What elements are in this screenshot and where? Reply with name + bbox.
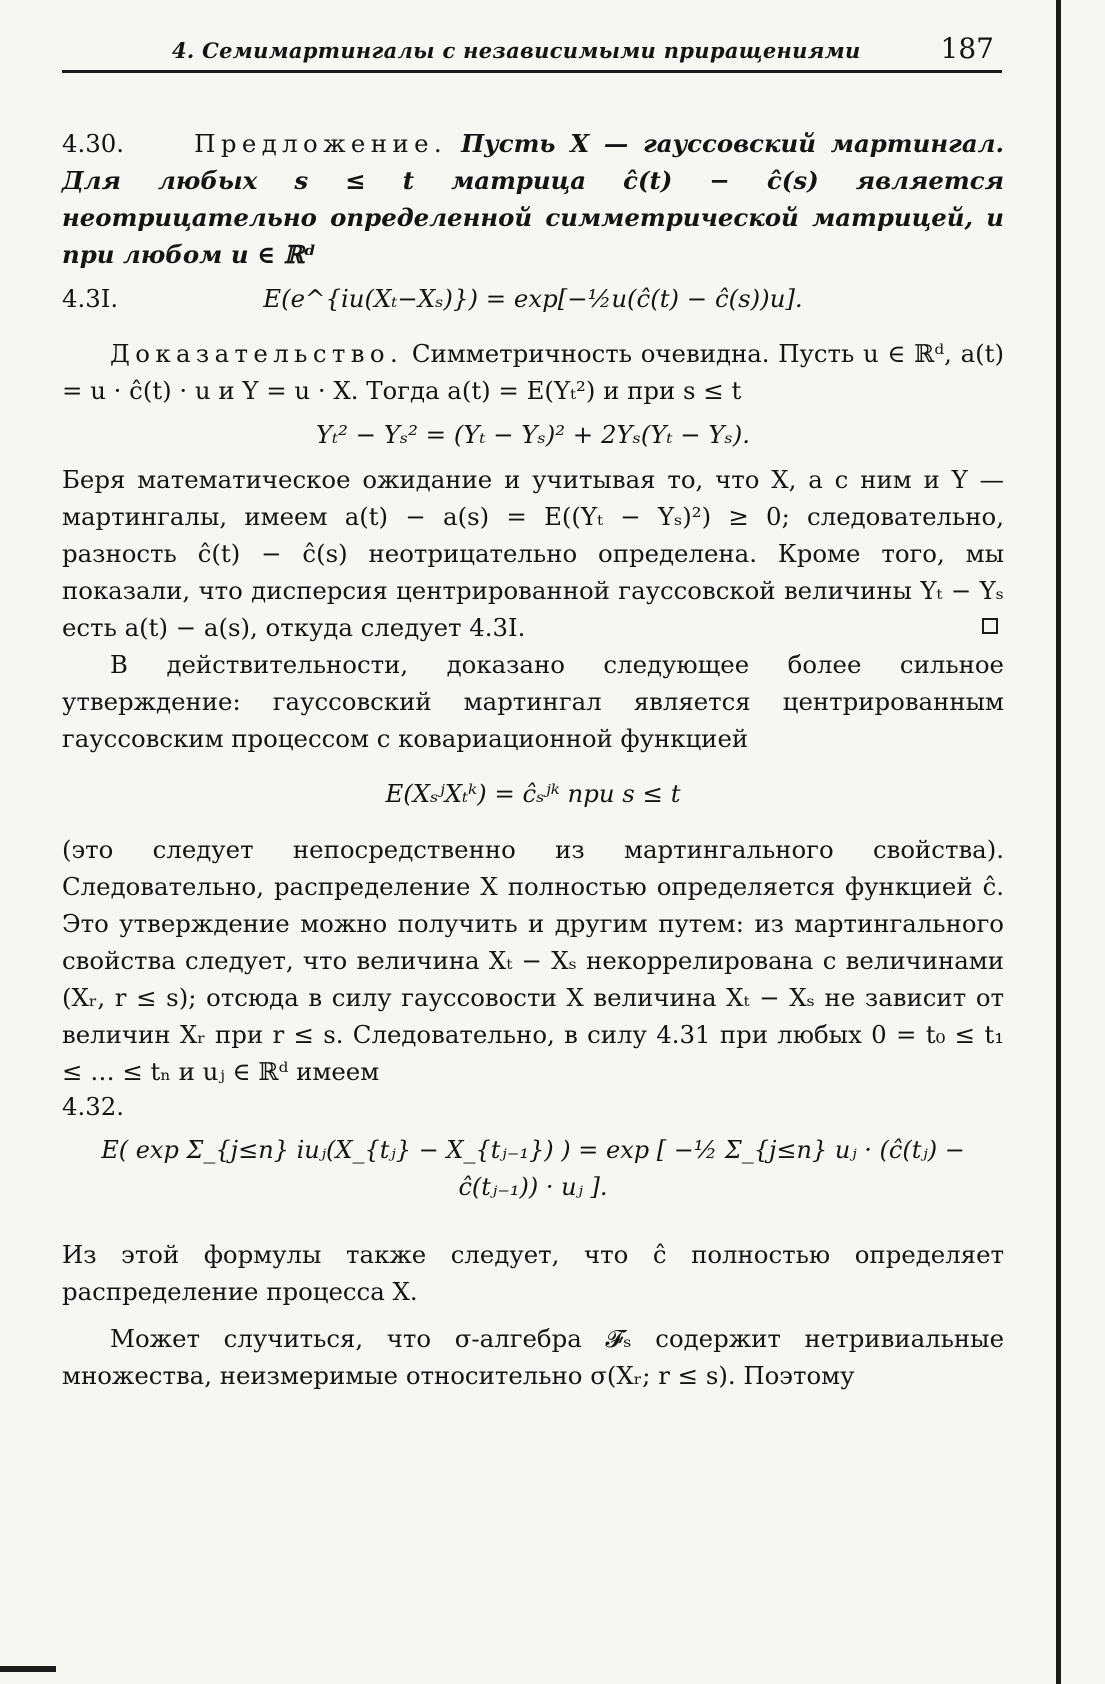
proposition-number: 4.30. bbox=[62, 129, 125, 158]
paragraph: Из этой формулы также следует, что ĉ полностью определяет распределение процесса X. bbox=[62, 1240, 1004, 1306]
page-header bbox=[62, 30, 1002, 70]
equation-432: E( exp Σ_{j≤n} iuⱼ(X_{tⱼ} − X_{tⱼ₋₁}) ) = exp [ −½ Σ_{j≤n} uⱼ · (ĉ(tⱼ) − ĉ(tⱼ₋₁)) · uⱼ ]. bbox=[101, 1136, 965, 1201]
paragraph-text: Беря математическое ожидание и учитывая то, что X, а с ним и Y — мартингалы, имеем a(t) − a(s) = E((Yₜ − Yₛ)²) ≥ 0; следовательно, разность ĉ(t) − ĉ(s) неотрицательно определена. Кроме того, мы показали, что дисперсия центрированной гауссовской величины Yₜ − Yₛ есть a(t) − a(s), откуда следует 4.3I. bbox=[62, 465, 1004, 642]
proof-text: Симметричность очевидна. Пусть u ∈ ℝᵈ, a(t) = u · ĉ(t) · u и Y = u · X. Тогда a(t) = E(Yₜ²) и при s ≤ t bbox=[62, 339, 1004, 405]
proposition-title: Предложение. bbox=[194, 129, 448, 158]
running-head: 4. Семимартингалы с независимыми приращениями bbox=[172, 38, 861, 63]
paragraph bbox=[62, 461, 1004, 646]
equation-formula: E(XₛʲXₜᵏ) = ĉₛʲᵏ при s ≤ t bbox=[385, 779, 681, 808]
equation-covariance bbox=[62, 757, 1004, 831]
proof-paragraph bbox=[62, 335, 1004, 409]
equation-label: 4.32. bbox=[62, 1092, 125, 1121]
equation-squares bbox=[62, 409, 1004, 461]
page-body bbox=[62, 125, 1004, 1394]
proposition-text: Пусть X — гауссовский мартингал. Для любых s ≤ t матрица ĉ(t) − ĉ(s) является неотрицательно определенной симметрической матрицей, и при любом u ∈ ℝᵈ bbox=[62, 129, 1004, 269]
header-rule bbox=[62, 70, 1002, 73]
proposition bbox=[62, 125, 1004, 273]
equation-formula: Yₜ² − Yₛ² = (Yₜ − Yₛ)² + 2Yₛ(Yₜ − Yₛ). bbox=[315, 420, 750, 449]
equation-431 bbox=[62, 273, 1004, 325]
paragraph: (это следует непосредственно из мартингального свойства). Следовательно, распределение X полностью определяется функцией ĉ. Это утверждение можно получить и другим путем: из мартингального свойства следует, что величина Xₜ − Xₛ некоррелирована с величинами (Xᵣ, r ≤ s); отсюда в силу гауссовости X величина Xₜ − Xₛ не зависит от величин Xᵣ при r ≤ s. Следовательно, в силу 4.31 при любых 0 = t₀ ≤ t₁ ≤ … ≤ tₙ и uⱼ ∈ ℝᵈ имеем bbox=[62, 835, 1004, 1086]
proof-title: Доказательство. bbox=[110, 339, 404, 368]
scan-mark bbox=[0, 1666, 56, 1672]
paragraph: Может случиться, что σ-алгебра 𝓕ₛ содержит нетривиальные множества, неизмеримые относительно σ(Xᵣ; r ≤ s). Поэтому bbox=[62, 1324, 1004, 1390]
equation-label: 4.3I. bbox=[62, 284, 119, 313]
page-edge bbox=[1056, 0, 1061, 1684]
qed-square-icon bbox=[982, 618, 998, 634]
equation-formula: E(e^{iu(Xₜ−Xₛ)}) = exp[−½u(ĉ(t) − ĉ(s))u]. bbox=[263, 284, 803, 313]
page-number: 187 bbox=[940, 32, 994, 65]
paragraph: В действительности, доказано следующее более сильное утверждение: гауссовский мартингал является центрированным гауссовским процессом с ковариационной функцией bbox=[62, 650, 1004, 753]
